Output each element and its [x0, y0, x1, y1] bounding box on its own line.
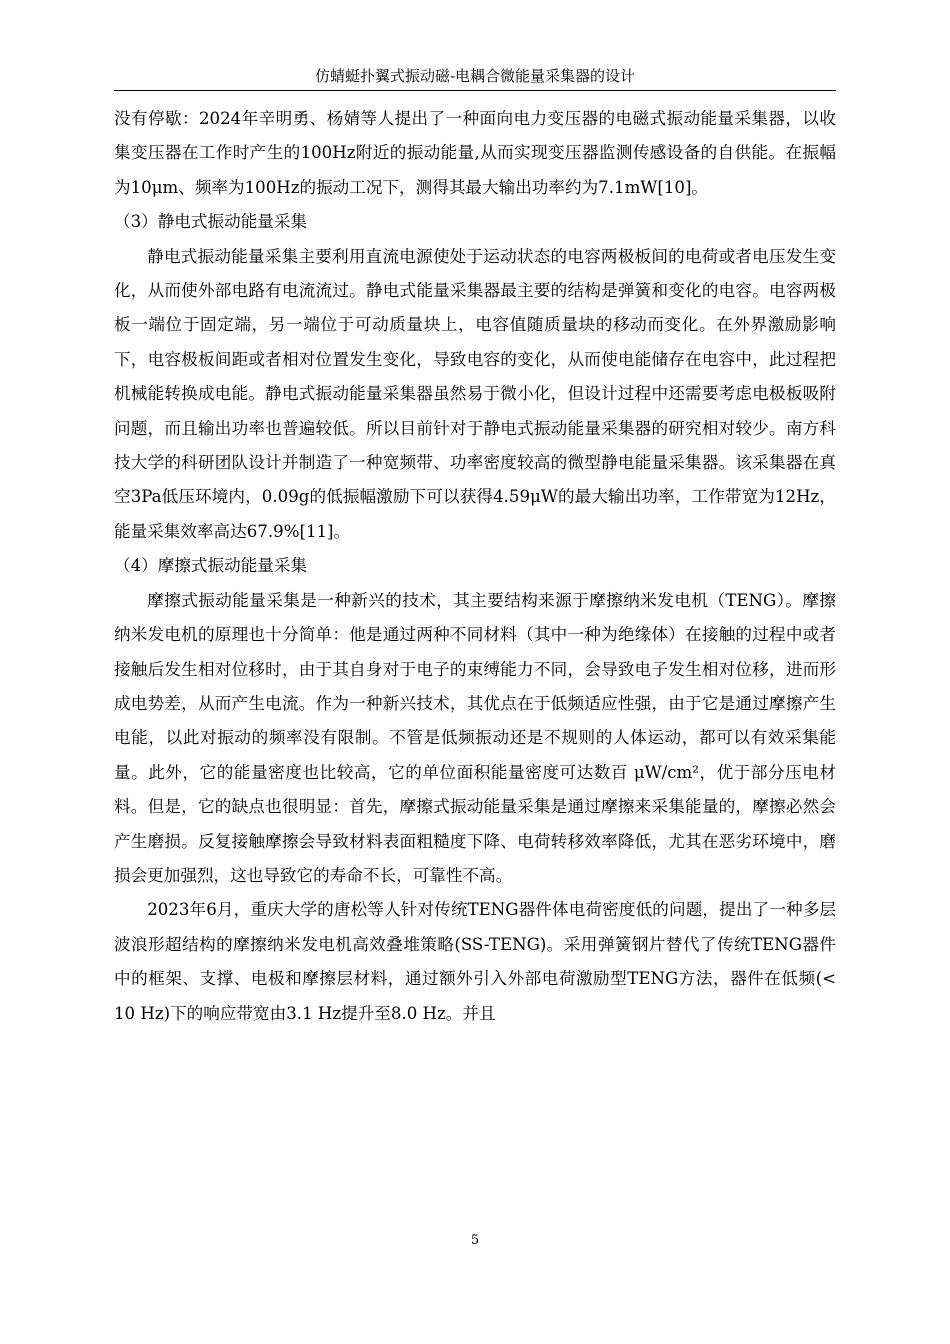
subheading-electrostatic: （3）静电式振动能量采集 — [114, 212, 308, 232]
paragraph-electromagnetic-tail: 没有停歇：2024年辛明勇、杨婧等人提出了一种面向电力变压器的电磁式振动能量采集器，以收集变压器在工作时产生的100Hz附近的振动能量,从而实现变压器监测传感设备的自供能。在振幅为10μm、频率为100Hz的振动工况下，测得其最大输出功率约为7.1mW[10]。 — [114, 109, 836, 197]
page-number: 5 — [470, 1233, 480, 1248]
running-header-title: 仿蜻蜓扑翼式振动磁-电耦合微能量采集器的设计 — [314, 67, 636, 85]
subheading-triboelectric: （4）摩擦式振动能量采集 — [114, 556, 308, 576]
running-header — [114, 64, 836, 91]
paragraph-triboelectric: 摩擦式振动能量采集是一种新兴的技术，其主要结构来源于摩擦纳米发电机（TENG）。摩擦纳米发电机的原理也十分简单：他是通过两种不同材料（其中一种为绝缘体）在接触的过程中或者接触后发生相对位移时，由于其自身对于电子的束缚能力不同，会导致电子发生相对位移，进而形成电势差，从而产生电流。作为一种新兴技术，其优点在于低频适应性强，由于它是通过摩擦产生电能，以此对振动的频率没有限制。不管是低频振动还是不规则的人体运动，都可以有效采集能量。此外，它的能量密度也比较高，它的单位面积能量密度可达数百 μW/cm²，优于部分压电材料。但是，它的缺点也很明显：首先，摩擦式振动能量采集是通过摩擦来采集能量的，摩擦必然会产生磨损。反复接触摩擦会导致材料表面粗糙度下降、电荷转移效率降低，尤其在恶劣环境中，磨损会更加强烈，这也导致它的寿命不长，可靠性不高。 — [114, 590, 836, 885]
body-text — [114, 102, 836, 1031]
paragraph-electrostatic: 静电式振动能量采集主要利用直流电源使处于运动状态的电容两极板间的电荷或者电压发生变化，从而使外部电路有电流流过。静电式能量采集器最主要的结构是弹簧和变化的电容。电容两极板一端位于固定端，另一端位于可动质量块上，电容值随质量块的移动而变化。在外界激励影响下，电容极板间距或者相对位置发生变化，导致电容的变化，从而使电能储存在电容中，此过程把机械能转换成电能。静电式振动能量采集器虽然易于微小化，但设计过程中还需要考虑电极板吸附问题，而且输出功率也普遍较低。所以目前针对于静电式振动能量采集器的研究相对较少。南方科技大学的科研团队设计并制造了一种宽频带、功率密度较高的微型静电能量采集器。该采集器在真空3Pa低压环境内，0.09g的低振幅激励下可以获得4.59μW的最大输出功率，工作带宽为12Hz，能量采集效率高达67.9%[11]。 — [114, 246, 836, 541]
paragraph-ss-teng: 2023年6月，重庆大学的唐松等人针对传统TENG器件体电荷密度低的问题，提出了一种多层波浪形超结构的摩擦纳米发电机高效叠堆策略(SS-TENG)。采用弹簧钢片替代了传统TENG器件中的框架、支撑、电极和摩擦层材料，通过额外引入外部电荷激励型TENG方法，器件在低频(< 10 Hz)下的响应带宽由3.1 Hz提升至8.0 Hz。并且 — [114, 900, 836, 1023]
